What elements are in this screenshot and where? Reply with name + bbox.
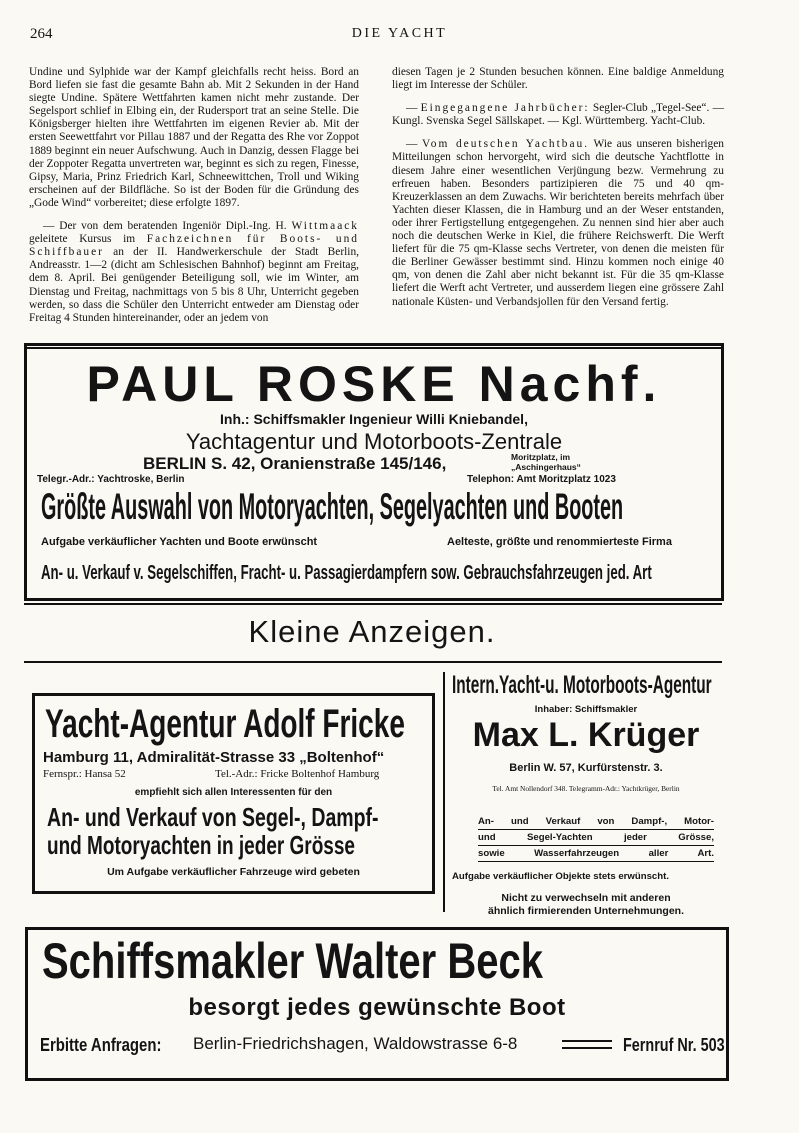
ad-roske-address-note: Moritzplatz, im „Aschingerhaus“: [511, 452, 581, 472]
ad-krueger-services: [478, 814, 714, 862]
ad-roske-phone: Telephon: Amt Moritzplatz 1023: [467, 474, 616, 485]
ad-roske-right-note: Aelteste, größte und renommierteste Firma: [447, 536, 672, 548]
ad-roske-footer: An- u. Verkauf v. Segelschiffen, Fracht- u. Passagierdampfern sow. Gebrauchsfahrzeugen jed. Art: [41, 562, 652, 584]
running-title: DIE YACHT: [351, 26, 448, 41]
ad-roske-title: PAUL ROSKE Nachf.: [86, 356, 662, 412]
article-column-right: [392, 66, 724, 309]
ad-krueger-name: Max L. Krüger: [472, 716, 700, 754]
article-column-left: [29, 66, 359, 325]
ad-top-bar: [27, 347, 721, 349]
ad-fricke-footer: Um Aufgabe verkäuflicher Fahrzeuge wird gebeten: [107, 866, 360, 878]
ad-krueger-warning: Nicht zu verwechseln mit anderen ähnlich firmierenden Unternehmungen.: [487, 892, 685, 917]
section-title: Kleine Anzeigen.: [248, 614, 496, 649]
ad-krueger-owner: Inhaber: Schiffsmakler: [534, 704, 638, 715]
section-rule-bottom: [24, 661, 722, 663]
article-paragraph: Undine und Sylphide war der Kampf gleichfalls recht heiss. Bord an Bord liefen sie fast die gesamte Bahn ab. Mit 2 Sekunden in der Hand siegte Undine. Spätere Wettfahrten kamen nicht mehr zustande. Der Segelsport schlief in Elbing ein, der Rudersport trat an seine Stelle. Die Königsberger hielten ihre Wettfahrten im eigenen Revier ab. Mit der ersten Seewettfahrt vor Pillau 1887 und der Regatta des Rhe vor Zoppot 1889 beginnt ein neuer Aufschwung. Auch in Danzig, dessen Flagge bei der Zoppoter Regatta unvertreten war, beginnt es sich zu regen, Finesse, Gipsy, Maria, Prinz Friedrich Karl, Schneewittchen, Troll und Wiking erscheinen auf der Bildfläche. So ist der Boden für die Gründung des „Gode Wind“ vorbereitet; diese erfolgte 1897.: [29, 66, 359, 209]
column-divider: [443, 672, 445, 912]
ad-krueger-phone: Tel. Amt Nollendorf 348. Telegramm-Adr.: Yachtkrüger, Berlin: [492, 784, 680, 793]
ad-fricke-phone: Fernspr.: Hansa 52: [43, 768, 126, 780]
ad-fricke-address: Hamburg 11, Admiralität-Strasse 33 „Boltenhof“: [43, 749, 385, 766]
ad-fricke-title: Yacht-Agentur Adolf Fricke: [45, 702, 405, 746]
ad-roske-left-note: Aufgabe verkäuflicher Yachten und Boote erwünscht: [41, 536, 318, 548]
ad-beck-phone: Fernruf Nr. 503: [623, 1035, 725, 1055]
ad-adolf-fricke: [32, 693, 435, 894]
article-paragraph-yearbooks: — Eingegangene Jahrbücher: Segler-Club „Tegel-See“. — Kungl. Svenska Segel Sällskapet. — Kgl. Württemberg. Yacht-Club.: [392, 102, 724, 128]
ad-krueger-address: Berlin W. 57, Kurfürstenstr. 3.: [509, 762, 663, 774]
ad-beck-subtitle: besorgt jedes gewünschte Boot: [188, 994, 566, 1021]
ad-roske-telegr: Telegr.-Adr.: Yachtroske, Berlin: [37, 474, 185, 485]
ad-beck-left: Erbitte Anfragen:: [40, 1035, 162, 1055]
article-paragraph-course: — Der von dem beratenden Ingeniör Dipl.-Ing. H. Wittmaack geleitete Kursus im Fachzeichnen für Boots- und Schiffbauer an der II. Handwerkerschule der Stadt Berlin, Andreasstr. 1—2 (dicht am Schlesischen Bahnhof) beginnt am Freitag, dem 8. April. Bei genügender Beteiligung soll, wie im Winter, am Dienstag und Freitag, nachmittags von 5 bis 8 Uhr, Unterricht gegeben werden, so dass die Schüler den Unterricht entweder am Dienstag oder Freitag 4 Stunden hintereinander, oder an jedem von: [29, 220, 360, 324]
article-paragraph: diesen Tagen je 2 Stunden besuchen können. Eine baldige Anmeldung liegt im Interesse der Schüler.: [392, 66, 724, 92]
section-rule-top: [24, 603, 722, 605]
ad-krueger-service-line: An- und Verkauf von Dampf-, Motor-: [478, 814, 714, 830]
ad-krueger-service-line: und Segel-Yachten jeder Grösse,: [478, 830, 714, 846]
ad-beck-separator: [562, 1040, 612, 1049]
ad-roske-owner: Inh.: Schiffsmakler Ingenieur Willi Kniebandel,: [220, 411, 528, 427]
ad-fricke-line1: An- und Verkauf von Segel-, Dampf-: [47, 802, 379, 832]
ad-roske-address: BERLIN S. 42, Oranienstraße 145/146,: [143, 454, 447, 473]
ad-paul-roske: [24, 343, 724, 601]
ad-krueger-note: Aufgabe verkäuflicher Objekte stets erwünscht.: [452, 871, 669, 882]
ad-roske-agency: Yachtagentur und Motorboots-Zentrale: [185, 429, 563, 454]
ad-fricke-line2: und Motoryachten in jeder Grösse: [47, 830, 355, 860]
ad-krueger-title: Intern.Yacht-u. Motorboots-Agentur: [452, 671, 712, 699]
ad-fricke-telegr: Tel.-Adr.: Fricke Boltenhof Hamburg: [215, 768, 380, 780]
ad-roske-headline: Größte Auswahl von Motoryachten, Segelyachten und Booten: [41, 486, 624, 527]
ad-beck-address: Berlin-Friedrichshagen, Waldowstrasse 6-8: [193, 1034, 518, 1053]
page-number: 264: [30, 26, 53, 42]
ad-walter-beck: [25, 927, 729, 1081]
ad-beck-title: Schiffsmakler Walter Beck: [42, 933, 543, 989]
article-paragraph-yachtbau: — Vom deutschen Yachtbau. Wie aus unseren bisherigen Mitteilungen schon hervorgeht, wird sich die deutsche Yachtflotte in diesem Jahre einer wesentlichen Verjüngung bezw. Vermehrung zu erfreuen haben. Besonders partizipieren die 75 und 40 qm-Kreuzerklassen an dem Zuwachs. Wir berichteten bereits mehrfach über Yachten dieser Klassen, die in Hamburg und an der Weser entstanden, oder ihrer Fertigstellung entgegengehen. Zu nennen sind hier aber auch noch die deutschen Werke in Kiel, die frühere Reichswerft. Die Werft liefert für die 75 qm-Klasse sechs Vertreter, von denen die meisten für die Berliner Gewässer bestimmt sind. Hinzu kommen noch einige 40 qm, von denen die Zahl aber nicht bekannt ist. Für die 35 qm-Klasse liefert die Werft acht Vertreter, und ausserdem liegen eine grössere Zahl nationale Küsten- und Verbandsjollen für den Versand fertig.: [392, 138, 724, 308]
ad-krueger-service-line: sowie Wasserfahrzeugen aller Art.: [478, 846, 714, 862]
ad-fricke-recommend: empfiehlt sich allen Interessenten für den: [134, 787, 333, 798]
